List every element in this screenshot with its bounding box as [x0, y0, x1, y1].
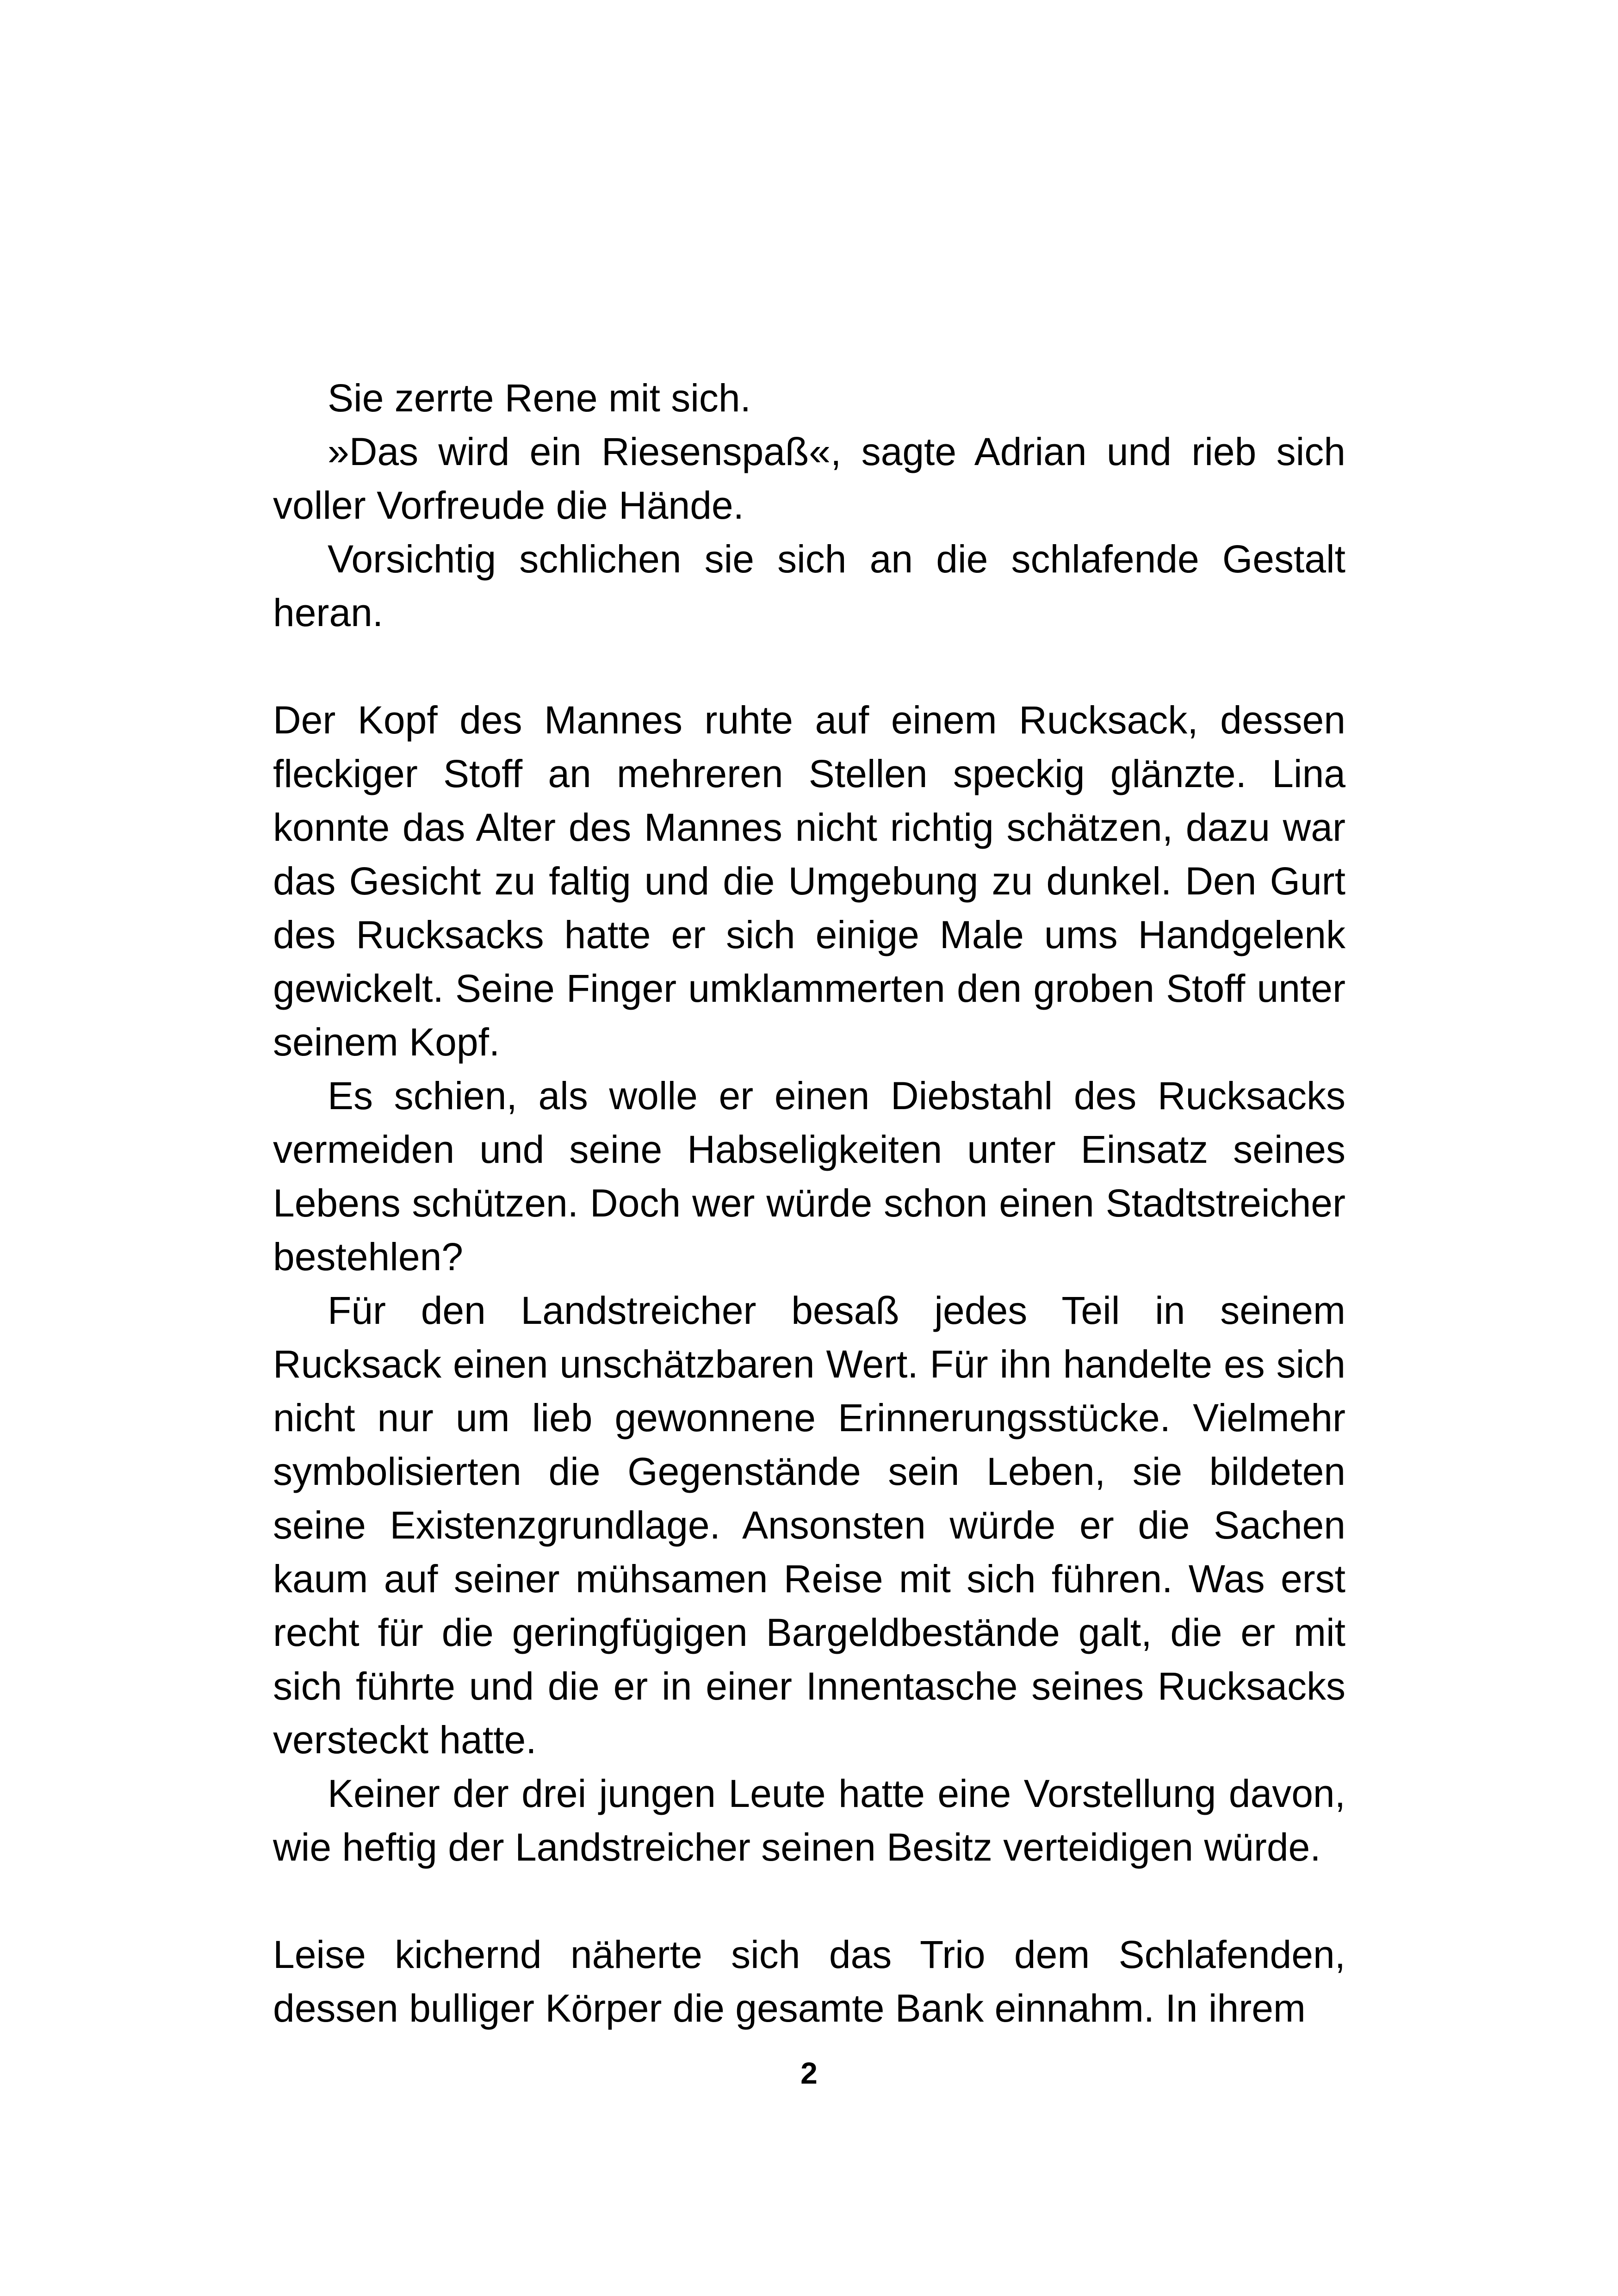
body-text — [273, 371, 1345, 2035]
paragraph: Sie zerrte Rene mit sich. — [328, 376, 751, 420]
paragraph: Vorsichtig schlichen sie sich an die schlafende Gestalt heran. — [273, 537, 1345, 634]
paragraph: »Das wird ein Riesenspaß«, sagte Adrian und rieb sich voller Vorfreude die Hände. — [273, 430, 1345, 527]
page-number: 2 — [800, 2056, 818, 2090]
paragraph: Für den Landstreicher besaß jedes Teil in seinem Rucksack einen unschätzbaren Wert. Für ihn handelte es sich nicht nur um lieb gewonnene Erinnerungsstücke. Vielmehr symbolisierten die Gegenstände sein Leben, sie bildeten seine Existenzgrundlage. Ansonsten würde er die Sachen kaum auf seiner mühsamen Reise mit sich führen. Was erst recht für die geringfügigen Bargeldbestände galt, die er mit sich führte und die er in einer Innentasche seines Rucksacks versteckt hatte. — [273, 1289, 1345, 1762]
paragraph: Leise kichernd näherte sich das Trio dem Schlafenden, dessen bulliger Körper die gesamte Bank einnahm. In ihrem — [273, 1933, 1345, 2030]
paragraph: Es schien, als wolle er einen Diebstahl des Rucksacks vermeiden und seine Habseligkeiten unter Einsatz seines Lebens schützen. Doch wer würde schon einen Stadtstreicher bestehlen? — [273, 1074, 1345, 1278]
paragraph: Der Kopf des Mannes ruhte auf einem Rucksack, dessen fleckiger Stoff an mehreren Stellen speckig glänzte. Lina konnte das Alter des Mannes nicht richtig schätzen, dazu war das Gesicht zu faltig und die Umgebung zu dunkel. Den Gurt des Rucksacks hatte er sich einige Male ums Handgelenk gewickelt. Seine Finger umklammerten den groben Stoff unter seinem Kopf. — [273, 698, 1345, 1064]
paragraph: Keiner der drei jungen Leute hatte eine Vorstellung davon, wie heftig der Landstreicher seinen Besitz verteidigen würde. — [273, 1772, 1345, 1869]
